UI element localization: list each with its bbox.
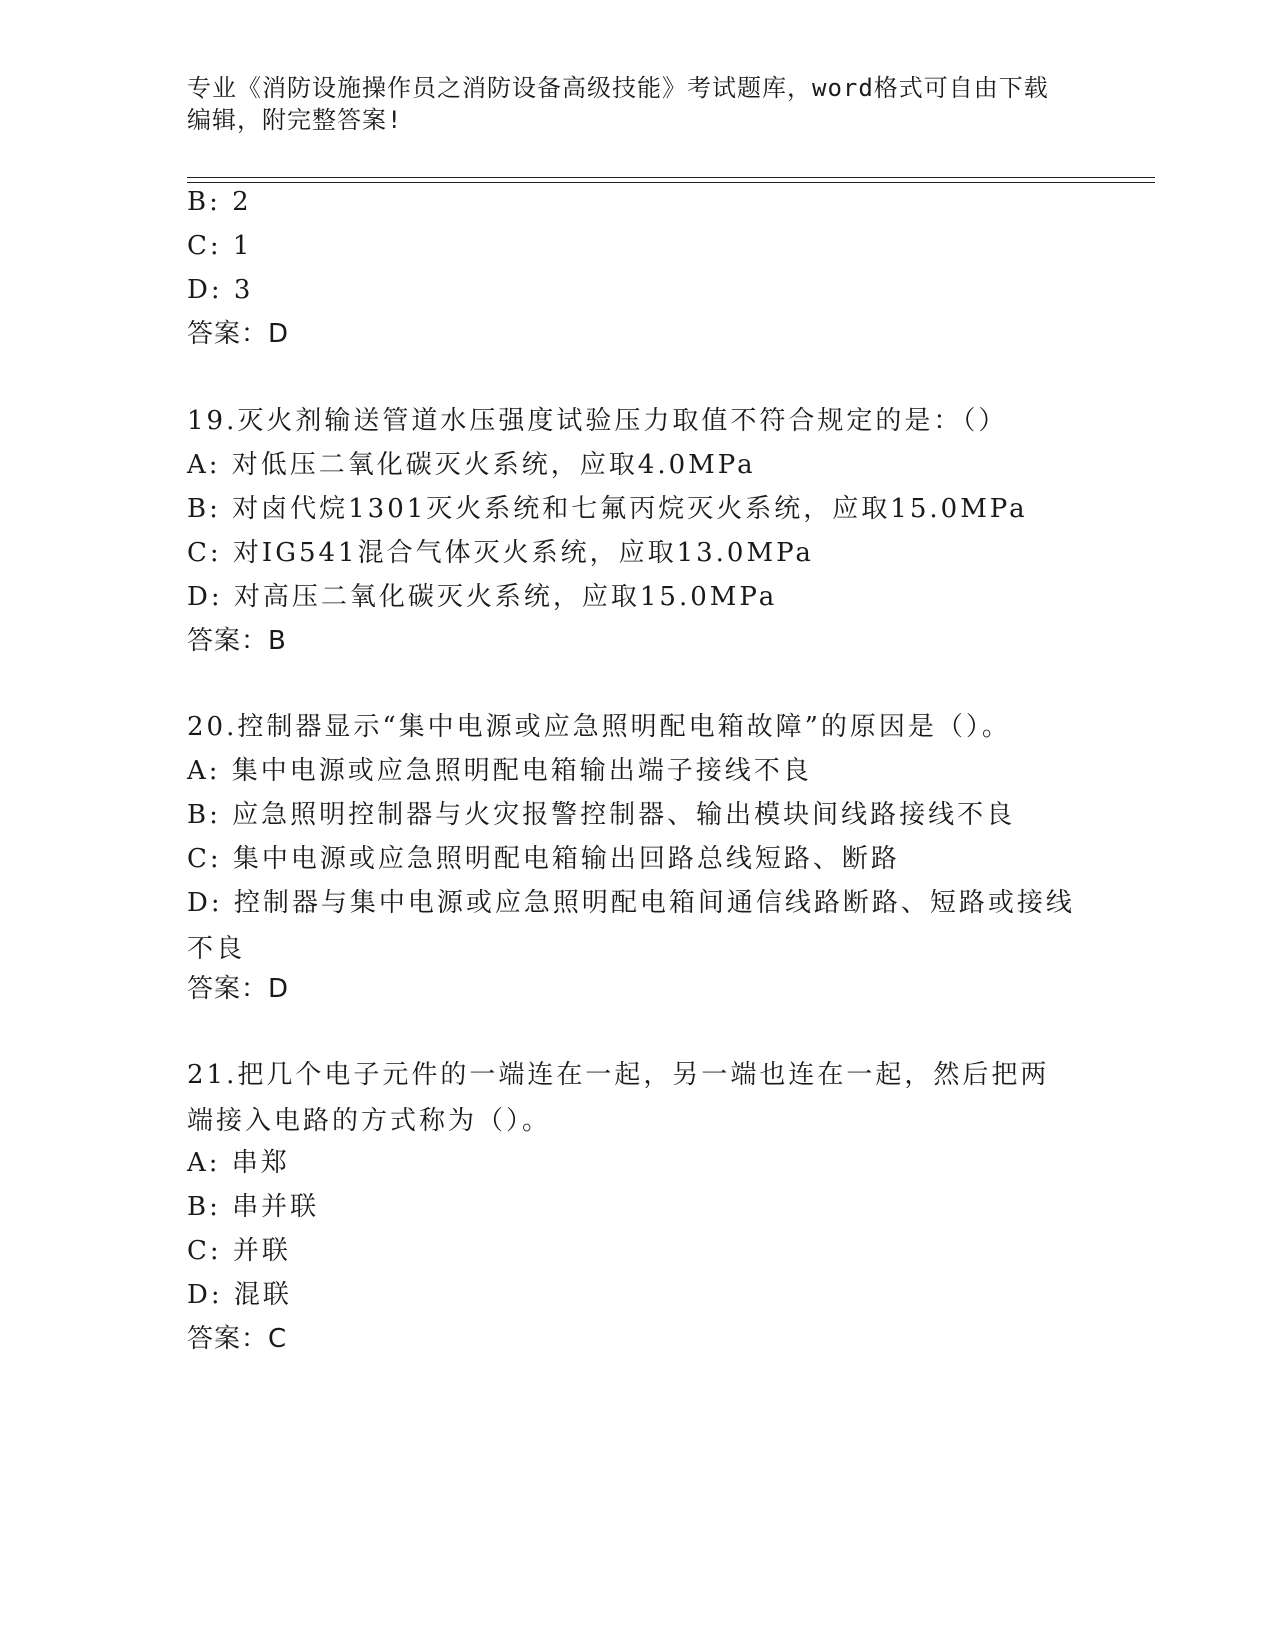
question-21-option-b: B: 串并联 — [187, 1192, 320, 1222]
question-20-option-c: C: 集中电源或应急照明配电箱输出回路总线短路、断路 — [187, 844, 900, 874]
question-21-option-c: C: 并联 — [187, 1236, 291, 1266]
question-19-option-b: B: 对卤代烷1301灭火系统和七氟丙烷灭火系统，应取15.0MPa — [187, 494, 1028, 524]
question-20-answer: 答案：D — [187, 974, 290, 1004]
header-divider-top — [187, 177, 1155, 178]
question-21-stem: 21.把几个电子元件的一端连在一起，另一端也连在一起，然后把两端接入电路的方式称为（）。 — [187, 1060, 1050, 1136]
question-19-option-c: C: 对IG541混合气体灭火系统，应取13.0MPa — [187, 538, 814, 568]
question-19-option-a: A: 对低压二氧化碳灭火系统，应取4.0MPa — [187, 450, 756, 480]
question-20-option-d: D: 控制器与集中电源或应急照明配电箱间通信线路断路、短路或接线不良 — [187, 888, 1075, 964]
question-21-option-a: A: 串郑 — [187, 1148, 290, 1178]
question-19-stem: 19.灭火剂输送管道水压强度试验压力取值不符合规定的是：（） — [187, 406, 1008, 436]
prev-option-d: D: 3 — [187, 275, 254, 305]
question-21-option-d: D: 混联 — [187, 1280, 292, 1310]
question-20-option-b: B: 应急照明控制器与火灾报警控制器、输出模块间线路接线不良 — [187, 800, 1016, 830]
question-20-stem: 20.控制器显示“集中电源或应急照明配电箱故障”的原因是（）。 — [187, 712, 1011, 742]
prev-option-b: B: 2 — [187, 187, 252, 217]
prev-answer: 答案：D — [187, 319, 290, 349]
prev-option-c: C: 1 — [187, 231, 253, 261]
question-20-option-a: A: 集中电源或应急照明配电箱输出端子接线不良 — [187, 756, 812, 786]
question-19-option-d: D: 对高压二氧化碳灭火系统，应取15.0MPa — [187, 582, 778, 612]
document-header: 专业《消防设施操作员之消防设备高级技能》考试题库，word格式可自由下载编辑，附完整答案! — [187, 74, 1049, 134]
question-19-answer: 答案：B — [187, 626, 287, 656]
question-21-answer: 答案：C — [187, 1324, 288, 1354]
